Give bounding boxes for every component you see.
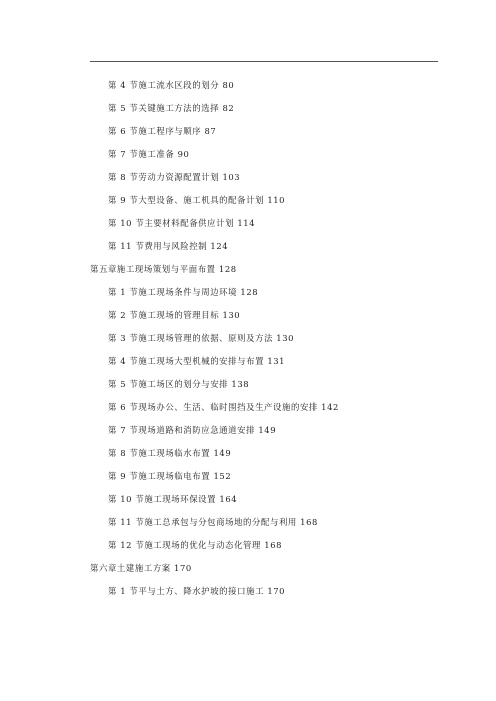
- toc-entry[interactable]: 第 1 节平与土方、降水护坡的接口施工 170: [108, 586, 286, 596]
- toc-entry[interactable]: 第 6 节施工程序与顺序 87: [108, 126, 217, 136]
- toc-chapter-heading[interactable]: 第五章施工现场策划与平面布置 128: [90, 264, 237, 274]
- toc-entry[interactable]: 第 9 节施工现场临电布置 152: [108, 471, 232, 481]
- toc-entry[interactable]: 第 8 节施工现场临水布置 149: [108, 448, 232, 458]
- toc-chapter-heading[interactable]: 第六章土建施工方案 170: [90, 563, 192, 573]
- toc-entry[interactable]: 第 1 节施工现场条件与周边环境 128: [108, 287, 259, 297]
- toc-entry[interactable]: 第 7 节施工准备 90: [108, 149, 190, 159]
- toc-entry[interactable]: 第 6 节现场办公、生活、临时围挡及生产设施的安排 142: [108, 402, 339, 412]
- toc-entry[interactable]: 第 10 节主要材料配备供应计划 114: [108, 218, 256, 228]
- table-of-contents: [0, 78, 496, 607]
- toc-entry[interactable]: 第 4 节施工现场大型机械的安排与布置 131: [108, 356, 286, 366]
- toc-entry[interactable]: 第 11 节费用与风险控制 124: [108, 241, 229, 251]
- toc-entry[interactable]: 第 3 节施工现场管理的依据、原则及方法 130: [108, 333, 295, 343]
- toc-entry[interactable]: 第 5 节关键施工方法的选择 82: [108, 103, 235, 113]
- header-rule: [90, 61, 438, 62]
- toc-entry[interactable]: 第 9 节大型设备、施工机具的配备计划 110: [108, 195, 286, 205]
- toc-entry[interactable]: 第 10 节施工现场环保设置 164: [108, 494, 238, 504]
- toc-entry[interactable]: 第 8 节劳动力资源配置计划 103: [108, 172, 241, 182]
- toc-entry[interactable]: 第 12 节施工现场的优化与动态化管理 168: [108, 540, 283, 550]
- toc-entry[interactable]: 第 5 节施工场区的划分与安排 138: [108, 379, 250, 389]
- toc-entry[interactable]: 第 4 节施工流水区段的划分 80: [108, 80, 235, 90]
- toc-entry[interactable]: 第 11 节施工总承包与分包商场地的分配与利用 168: [108, 517, 318, 527]
- toc-entry[interactable]: 第 2 节施工现场的管理目标 130: [108, 310, 241, 320]
- toc-entry[interactable]: 第 7 节现场道路和消防应急通道安排 149: [108, 425, 277, 435]
